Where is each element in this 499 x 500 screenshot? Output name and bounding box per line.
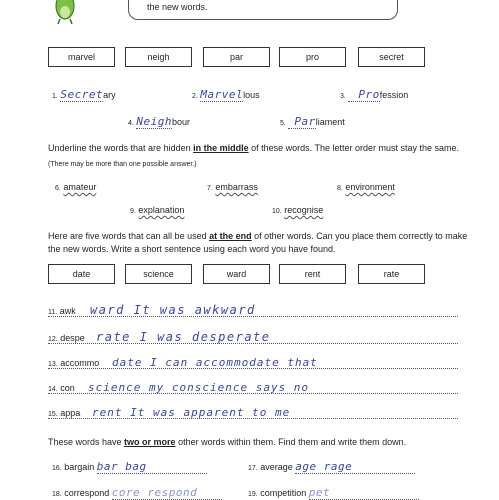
word-box: pro (279, 47, 346, 67)
instruction-bubble (128, 0, 398, 20)
handwritten-sentence: science my conscience says no (88, 381, 310, 394)
handwritten-answer: pet (309, 486, 419, 500)
instruction-word-endings: Here are five words that can all be used at the end of other words. Can you place them correctly to make the new words. Write a short sentence using each word you have found. (48, 231, 468, 254)
handwritten-answer: Marvel (200, 88, 244, 101)
handwritten-answer: Neigh (136, 115, 172, 128)
question-2: 2. Marvellous (192, 88, 260, 101)
word-box: rent (279, 264, 346, 284)
question-16: 16. bargain bar bag (52, 460, 207, 474)
writing-line-12: 12. despe rate I was desperate (48, 329, 458, 347)
word-box: ward (203, 264, 270, 284)
instruction-multiple-words: These words have two or more other words within them. Find them and write them down. (48, 437, 407, 447)
question-18: 18. correspond core respond (52, 486, 222, 500)
word-box: science (125, 264, 192, 284)
question-5: 5. Parliament (280, 115, 345, 128)
instruction-hidden-words: Underline the words that are hidden in the middle of these words. The letter order must stay the same. (There may be more than one possible answer.) (48, 143, 460, 168)
handwritten-sentence: rate I was desperate (96, 330, 271, 344)
bubble-text: the new words. (147, 2, 208, 12)
question-6: 6. amateur (55, 182, 97, 192)
mascot-icon (50, 0, 80, 24)
writing-line-13: 13. accommo date I can accommodate that (48, 354, 458, 372)
question-9: 9. explanation (130, 205, 185, 215)
handwritten-answer: age rage (295, 460, 415, 474)
question-17: 17. average age rage (248, 460, 415, 474)
handwritten-sentence: ward It was awkward (90, 303, 256, 317)
handwritten-answer: bar bag (97, 460, 207, 474)
handwritten-sentence: date I can accommodate that (112, 356, 318, 369)
word-box: neigh (125, 47, 192, 67)
handwritten-answer: Pro (348, 88, 379, 102)
question-1: 1. Secretary (52, 88, 116, 101)
word-box: par (203, 47, 270, 67)
word-box: secret (358, 47, 425, 67)
writing-line-14: 14. con science my conscience says no (48, 379, 458, 397)
writing-line-15: 15. appa rent It was apparent to me (48, 404, 458, 422)
word-box: marvel (48, 47, 115, 67)
question-3: 3. Profession (340, 88, 409, 101)
handwritten-answer: Par (288, 115, 315, 129)
writing-line-11: 11. awk ward It was awkward (48, 302, 458, 320)
question-10: 10. recognise (272, 205, 324, 215)
question-4: 4. Neighbour (128, 115, 190, 128)
handwritten-sentence: rent It was apparent to me (92, 406, 291, 419)
question-19: 19. competition pet (248, 486, 419, 500)
handwritten-answer: core respond (112, 486, 222, 500)
question-7: 7. embarrass (207, 182, 258, 192)
handwritten-answer: Secret (60, 88, 104, 101)
question-8: 8. environment (337, 182, 395, 192)
word-box: rate (358, 264, 425, 284)
word-box: date (48, 264, 115, 284)
